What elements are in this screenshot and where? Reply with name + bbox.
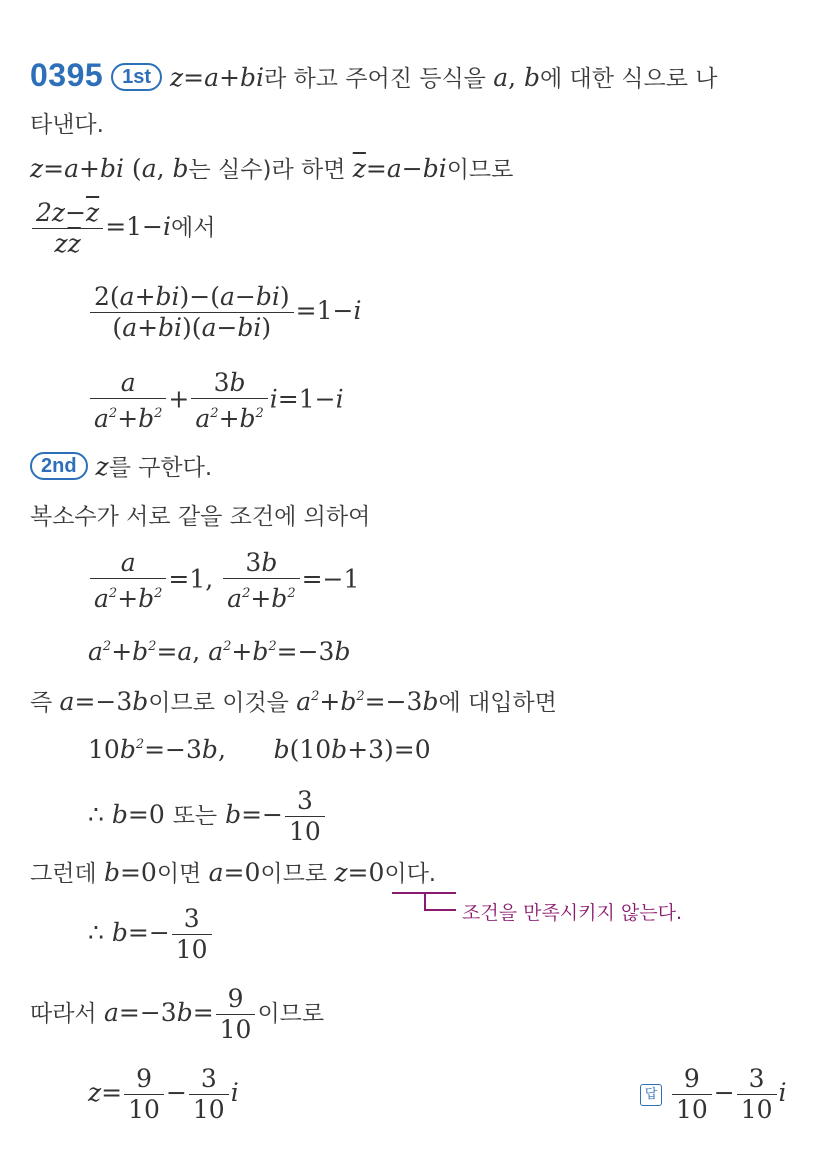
substitute-line: 즉 a=−3b이므로 이것을 $a^2+b^2=-3b$에 대입하면 <box>30 687 557 716</box>
given-equation: $\frac{2z-\overline{z}}{z\overline{z}}$ =1−i에서 <box>30 198 215 259</box>
b-result: ∴ b=− $\frac{3}{10}$ <box>88 904 214 965</box>
roots-line: ∴ b=0 또는 b=− $\frac{3}{10}$ <box>88 786 327 847</box>
annotation-bracket <box>424 893 456 911</box>
step-1st-badge: 1st <box>111 63 162 91</box>
z-result: z= $\frac{9}{10}$ − $\frac{3}{10}$ i <box>88 1064 239 1124</box>
answer-badge: 답 <box>640 1084 662 1106</box>
let-line: z=a+bi (a, b는 실수)라 하면 $\overline{z}=a-bi$이므로 <box>30 154 514 183</box>
step-2nd-badge: 2nd <box>30 452 88 480</box>
condition-text: 복소수가 서로 같을 조건에 의하여 <box>30 504 371 530</box>
problem-number: 0395 <box>30 57 104 93</box>
is-text: 이다. <box>384 861 437 887</box>
substituted-equation: $\frac{2(a+bi)-(a-bi)}{(a+bi)(a-bi)}$ =1−i <box>88 282 361 343</box>
quadratic-line: $10b^2=-3b$, b(10b+3)=0 <box>88 735 431 764</box>
intro-line: 0395 1st z=a+bi라 하고 주어진 등식을 a, b에 대한 식으로 나 <box>30 57 718 93</box>
however-line: 그런데 b=0이면 a=0이므로 z=0이다. <box>30 858 437 887</box>
ie-text: 즉 <box>30 690 60 716</box>
from-text: 에서 <box>171 215 216 241</box>
annotation-note: 조건을 만족시키지 않는다. <box>462 902 683 924</box>
hence-text: 이므로 <box>260 861 335 887</box>
final-answer: 답 $\frac{9}{10}$ − $\frac{3}{10}$ i <box>640 1064 787 1125</box>
equal-conditions: $\frac{a}{a^2+b^2}$ =1, $\frac{3b}{a^2+b^2}$ =−1 <box>88 548 359 614</box>
since-text: 이므로 <box>446 157 514 183</box>
let-text: 는 실수)라 하면 <box>188 157 353 183</box>
step2-title: 를 구한다. <box>108 455 213 481</box>
intro-text-b: 에 대한 식으로 나 <box>540 66 718 92</box>
a-result: 따라서 a=−3b= $\frac{9}{10}$ 이므로 <box>30 984 325 1044</box>
or-text: 또는 <box>172 803 218 829</box>
intro-cont: 타낸다. <box>30 112 104 138</box>
cleared-equations: $a^2+b^2=a$, $a^2+b^2=-3b$ <box>88 637 351 666</box>
substitute-text-b: 에 대입하면 <box>438 690 557 716</box>
if-then-text: 이면 <box>156 861 209 887</box>
therefore-prefix: 따라서 <box>30 1001 104 1027</box>
substitute-text-a: 이므로 이것을 <box>148 690 297 716</box>
therefore-suffix: 이므로 <box>257 1001 325 1027</box>
step2-line: 2nd z를 구한다. <box>30 450 212 485</box>
intro-text-a: 라 하고 주어진 등식을 <box>263 66 494 92</box>
however-text: 그런데 <box>30 861 104 887</box>
simplified-equation: $\frac{a}{a^2+b^2}$ + $\frac{3b}{a^2+b^2}$ i=1−i <box>88 368 344 434</box>
